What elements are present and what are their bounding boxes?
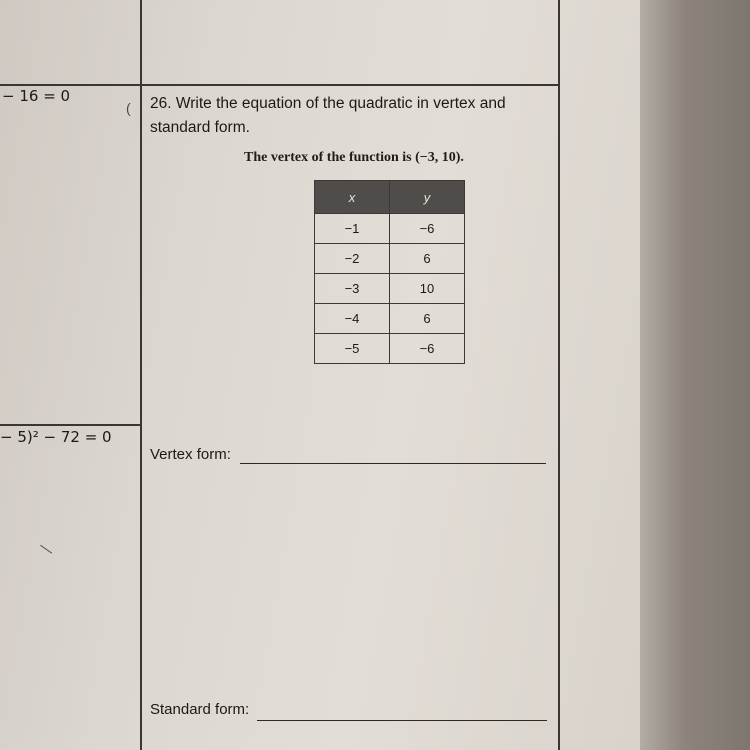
table-row <box>315 274 465 304</box>
cell-x: −3 <box>315 274 390 304</box>
cell-y: 10 <box>390 274 465 304</box>
question-number: 26. <box>150 95 172 112</box>
table-row <box>315 214 465 244</box>
vertex-form-label: Vertex form: <box>150 446 231 463</box>
standard-form-answer-line[interactable] <box>257 720 547 721</box>
column-header-x: x <box>315 181 390 214</box>
cell-x: −5 <box>315 334 390 364</box>
vertex-form-answer-line[interactable] <box>240 463 546 464</box>
pencil-mark: — <box>36 537 58 559</box>
page-shadow <box>640 0 750 750</box>
column-header-y: y <box>390 181 465 214</box>
table-row <box>315 304 465 334</box>
column-divider <box>140 0 142 750</box>
row-divider-top <box>0 84 559 86</box>
pencil-mark: ( <box>126 100 131 116</box>
table-row <box>315 334 465 364</box>
cell-x: −2 <box>315 244 390 274</box>
standard-form-label: Standard form: <box>150 701 250 718</box>
equation-bottom: − 5)² − 72 = 0 <box>0 428 112 446</box>
cell-x: −1 <box>315 214 390 244</box>
cell-x: −4 <box>315 304 390 334</box>
question-text <box>150 92 550 140</box>
cell-y: 6 <box>390 244 465 274</box>
question-prompt: Write the equation of the quadratic in vertex and standard form. <box>150 95 506 136</box>
cell-y: −6 <box>390 214 465 244</box>
right-border <box>558 0 560 750</box>
table-row <box>315 244 465 274</box>
table-header-row <box>315 181 465 214</box>
row-divider-middle <box>0 424 142 426</box>
equation-top: − 16 = 0 <box>2 87 71 105</box>
cell-y: 6 <box>390 304 465 334</box>
cell-y: −6 <box>390 334 465 364</box>
xy-table <box>314 180 465 364</box>
vertex-note: The vertex of the function is (−3, 10). <box>244 150 464 165</box>
